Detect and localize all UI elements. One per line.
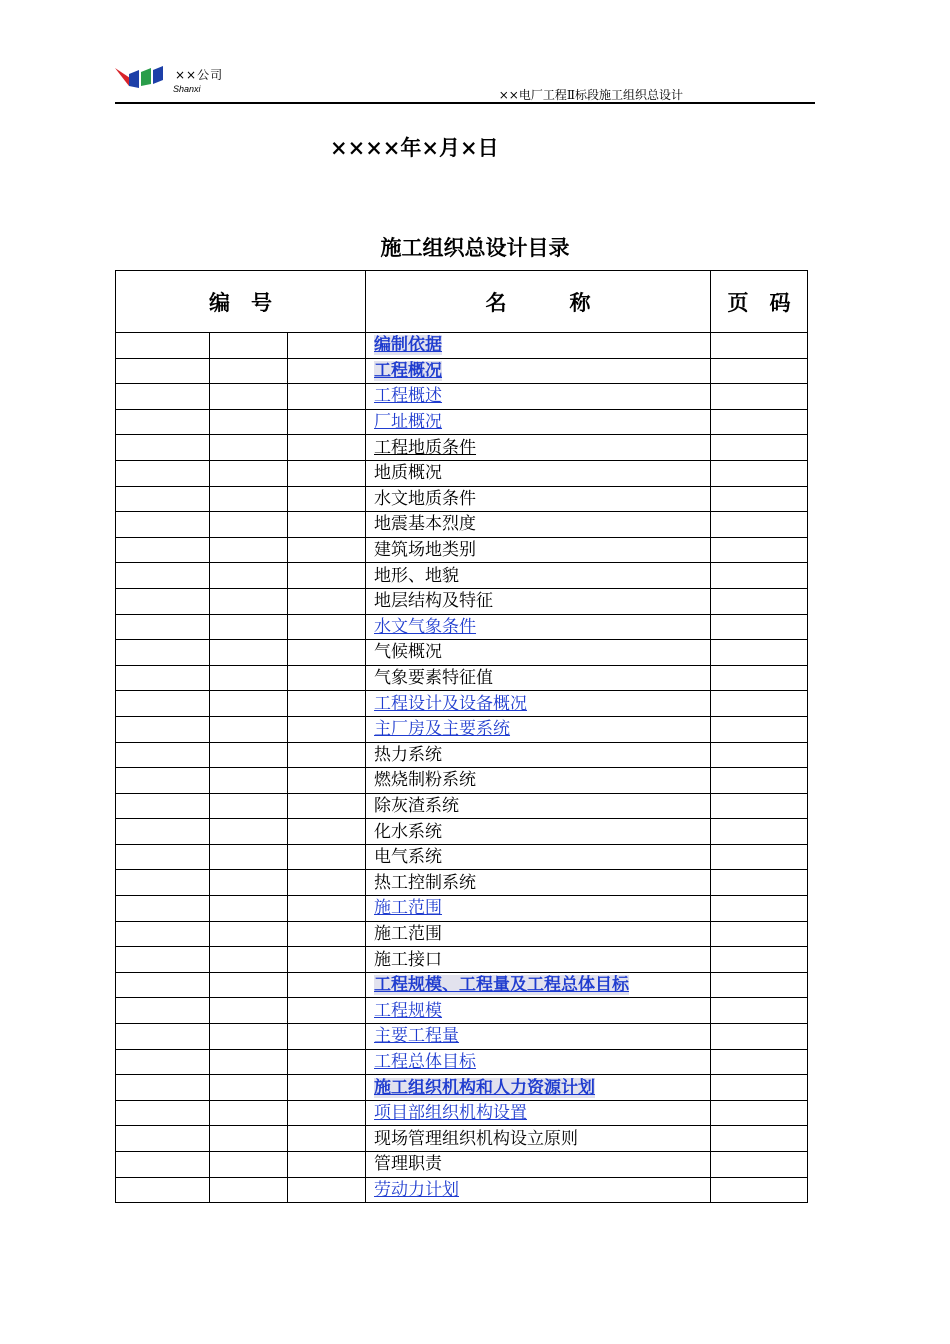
toc-number-cell [288,358,366,384]
toc-row [116,409,808,435]
toc-number-cell [210,384,288,410]
toc-page-cell [711,1100,808,1126]
toc-name-cell [366,742,711,768]
toc-link[interactable]: 工程设计及设备概况 [374,693,528,714]
toc-name-cell [366,486,711,512]
toc-link[interactable]: 工程规模 [374,1000,443,1021]
toc-name-cell [366,870,711,896]
toc-number-cell [288,486,366,512]
toc-entry-text: 地震基本烈度 [374,514,477,535]
toc-number-cell [210,665,288,691]
toc-link[interactable]: 工程概述 [374,386,443,407]
toc-name-cell [366,691,711,717]
toc-row [116,1126,808,1152]
toc-name-cell [366,1075,711,1101]
toc-link[interactable]: 项目部组织机构设置 [374,1103,528,1124]
toc-row [116,486,808,512]
toc-number-cell [210,1177,288,1203]
toc-link[interactable]: 工程总体目标 [374,1051,477,1072]
toc-number-cell [288,896,366,922]
toc-row [116,640,808,666]
toc-page-cell [711,409,808,435]
toc-number-cell [116,563,210,589]
column-header-name: 名 称 [366,271,711,333]
toc-number-cell [116,1049,210,1075]
toc-number-cell [210,921,288,947]
toc-name-cell [366,1024,711,1050]
toc-number-cell [116,333,210,359]
toc-row [116,1100,808,1126]
toc-page-cell [711,358,808,384]
toc-number-cell [210,435,288,461]
toc-name-cell [366,947,711,973]
toc-number-cell [288,998,366,1024]
toc-number-cell [210,512,288,538]
toc-page-cell [711,870,808,896]
toc-entry-text: 现场管理组织机构设立原则 [374,1128,579,1149]
toc-number-cell [288,435,366,461]
toc-number-cell [116,665,210,691]
toc-number-cell [210,793,288,819]
toc-page-cell [711,691,808,717]
toc-name-cell [366,819,711,845]
toc-link[interactable]: 工程概况 [374,360,443,381]
toc-number-cell [116,947,210,973]
toc-page-cell [711,665,808,691]
toc-number-cell [116,640,210,666]
toc-number-cell [210,691,288,717]
toc-row [116,921,808,947]
toc-name-cell [366,588,711,614]
toc-number-cell [210,588,288,614]
toc-page-cell [711,563,808,589]
toc-number-cell [116,998,210,1024]
toc-number-cell [116,1024,210,1050]
toc-name-cell [366,460,711,486]
toc-page-cell [711,537,808,563]
toc-number-cell [116,1177,210,1203]
toc-row [116,384,808,410]
toc-number-cell [210,998,288,1024]
toc-number-cell [116,844,210,870]
toc-name-cell [366,716,711,742]
toc-entry-text: 工程地质条件 [374,437,477,458]
toc-number-cell [210,896,288,922]
toc-number-cell [210,844,288,870]
toc-row [116,1152,808,1178]
toc-entry-text: 施工范围 [374,923,443,944]
toc-number-cell [210,716,288,742]
toc-number-cell [288,1049,366,1075]
toc-number-cell [288,716,366,742]
page-header [115,60,815,104]
toc-name-cell [366,793,711,819]
toc-title: 施工组织总设计目录 [380,235,570,260]
toc-number-cell [288,333,366,359]
column-header-number: 编 号 [116,271,366,333]
toc-page-cell [711,1075,808,1101]
toc-link[interactable]: 厂址概况 [374,412,443,433]
toc-number-cell [288,384,366,410]
toc-number-cell [288,972,366,998]
toc-page-cell [711,947,808,973]
toc-number-cell [210,947,288,973]
toc-entry-text: 气候概况 [374,642,443,663]
toc-number-cell [288,691,366,717]
toc-number-cell [116,512,210,538]
toc-number-cell [116,1152,210,1178]
toc-number-cell [116,896,210,922]
toc-number-cell [288,563,366,589]
toc-name-cell [366,1126,711,1152]
toc-number-cell [116,384,210,410]
toc-entry-text: 热工控制系统 [374,872,477,893]
toc-row [116,512,808,538]
toc-number-cell [116,588,210,614]
toc-number-cell [210,563,288,589]
toc-number-cell [288,614,366,640]
toc-number-cell [288,1100,366,1126]
toc-link[interactable]: 施工组织机构和人力资源计划 [374,1077,596,1098]
toc-entry-text: 除灰渣系统 [374,795,460,816]
toc-number-cell [288,1075,366,1101]
toc-name-cell [366,844,711,870]
toc-entry-text: 化水系统 [374,821,443,842]
toc-number-cell [210,870,288,896]
toc-number-cell [210,1152,288,1178]
toc-number-cell [210,460,288,486]
toc-row [116,998,808,1024]
toc-number-cell [210,1126,288,1152]
toc-number-cell [210,819,288,845]
company-logo-icon [115,64,171,96]
toc-page-cell [711,742,808,768]
toc-row [116,358,808,384]
toc-number-cell [210,1049,288,1075]
toc-number-cell [116,921,210,947]
toc-page-cell [711,896,808,922]
toc-number-cell [116,358,210,384]
toc-number-cell [116,793,210,819]
toc-number-cell [288,768,366,794]
toc-number-cell [116,1126,210,1152]
toc-entry-text: 建筑场地类别 [374,540,477,561]
toc-number-cell [288,537,366,563]
toc-entry-text: 地层结构及特征 [374,591,494,612]
toc-number-cell [288,870,366,896]
toc-name-cell [366,921,711,947]
toc-number-cell [210,409,288,435]
toc-number-cell [288,844,366,870]
toc-row [116,1075,808,1101]
toc-number-cell [116,691,210,717]
toc-number-cell [210,1024,288,1050]
toc-number-cell [116,972,210,998]
toc-number-cell [288,742,366,768]
toc-name-cell [366,563,711,589]
toc-entry-text: 水文地质条件 [374,488,477,509]
toc-number-cell [288,409,366,435]
toc-number-cell [116,819,210,845]
toc-name-cell [366,1152,711,1178]
toc-entry-text: 燃烧制粉系统 [374,770,477,791]
toc-link[interactable]: 施工范围 [374,898,443,919]
toc-row [116,947,808,973]
toc-name-cell [366,972,711,998]
toc-row [116,819,808,845]
toc-page-cell [711,1177,808,1203]
toc-entry-text: 地形、地貌 [374,565,460,586]
toc-page-cell [711,768,808,794]
toc-name-cell [366,1100,711,1126]
date-line: ××××年×月×日 [330,135,499,160]
toc-row [116,614,808,640]
toc-row [116,333,808,359]
toc-number-cell [116,409,210,435]
toc-name-cell [366,665,711,691]
toc-number-cell [116,768,210,794]
toc-number-cell [210,486,288,512]
toc-number-cell [210,972,288,998]
toc-name-cell [366,640,711,666]
toc-row [116,460,808,486]
toc-name-cell [366,896,711,922]
company-name: ××公司 [175,68,224,82]
toc-row [116,588,808,614]
toc-page-cell [711,333,808,359]
toc-entry-text: 热力系统 [374,744,443,765]
toc-number-cell [210,333,288,359]
toc-link[interactable]: 工程规模、工程量及工程总体目标 [374,975,630,996]
toc-number-cell [116,870,210,896]
toc-link[interactable]: 主厂房及主要系统 [374,719,511,740]
toc-number-cell [116,435,210,461]
toc-number-cell [210,640,288,666]
toc-number-cell [116,716,210,742]
toc-number-cell [288,793,366,819]
toc-page-cell [711,844,808,870]
toc-name-cell [366,537,711,563]
toc-page-cell [711,460,808,486]
toc-number-cell [116,1100,210,1126]
toc-row [116,1177,808,1203]
toc-header-row [116,271,808,333]
toc-page-cell [711,1152,808,1178]
document-title: ××电厂工程Ⅱ标段施工组织总设计 [498,88,683,102]
toc-row [116,844,808,870]
toc-entry-text: 气象要素特征值 [374,668,494,689]
toc-page-cell [711,435,808,461]
toc-name-cell [366,435,711,461]
toc-page-cell [711,921,808,947]
toc-number-cell [116,614,210,640]
toc-number-cell [116,537,210,563]
column-header-page: 页 码 [711,271,808,333]
toc-entry-text: 施工接口 [374,949,443,970]
toc-page-cell [711,972,808,998]
toc-link[interactable]: 劳动力计划 [374,1179,460,1200]
toc-number-cell [288,1024,366,1050]
toc-page-cell [711,1049,808,1075]
toc-name-cell [366,768,711,794]
toc-name-cell [366,384,711,410]
toc-page-cell [711,512,808,538]
toc-entry-text: 管理职责 [374,1154,443,1175]
toc-page-cell [711,998,808,1024]
toc-name-cell [366,333,711,359]
toc-link[interactable]: 主要工程量 [374,1026,460,1047]
toc-row [116,793,808,819]
toc-name-cell [366,998,711,1024]
toc-page-cell [711,640,808,666]
toc-entry-text: 地质概况 [374,463,443,484]
toc-page-cell [711,1126,808,1152]
toc-page-cell [711,588,808,614]
toc-number-cell [116,460,210,486]
toc-row [116,563,808,589]
toc-number-cell [288,512,366,538]
toc-number-cell [210,768,288,794]
toc-row [116,1049,808,1075]
toc-page-cell [711,1024,808,1050]
toc-row [116,537,808,563]
toc-number-cell [210,742,288,768]
toc-number-cell [288,588,366,614]
toc-table [115,270,808,1203]
toc-name-cell [366,409,711,435]
toc-row [116,768,808,794]
toc-number-cell [288,1126,366,1152]
toc-row [116,870,808,896]
toc-number-cell [116,742,210,768]
toc-number-cell [288,819,366,845]
logo-subtitle: Shanxi [173,84,201,94]
toc-row [116,691,808,717]
toc-row [116,716,808,742]
toc-number-cell [288,1177,366,1203]
toc-name-cell [366,1049,711,1075]
toc-page-cell [711,819,808,845]
toc-page-cell [711,486,808,512]
toc-page-cell [711,384,808,410]
toc-number-cell [288,460,366,486]
toc-number-cell [288,665,366,691]
toc-row [116,435,808,461]
toc-row [116,896,808,922]
toc-row [116,1024,808,1050]
toc-page-cell [711,793,808,819]
toc-name-cell [366,358,711,384]
toc-number-cell [288,640,366,666]
toc-page-cell [711,614,808,640]
toc-link[interactable]: 编制依据 [374,335,443,356]
toc-row [116,972,808,998]
toc-number-cell [288,947,366,973]
toc-number-cell [116,486,210,512]
toc-number-cell [288,1152,366,1178]
toc-name-cell [366,1177,711,1203]
toc-number-cell [116,1075,210,1101]
toc-name-cell [366,614,711,640]
toc-number-cell [210,614,288,640]
toc-link[interactable]: 水文气象条件 [374,616,477,637]
toc-number-cell [210,358,288,384]
toc-number-cell [210,1100,288,1126]
toc-row [116,665,808,691]
toc-number-cell [210,537,288,563]
toc-name-cell [366,512,711,538]
toc-number-cell [210,1075,288,1101]
toc-entry-text: 电气系统 [374,847,443,868]
toc-page-cell [711,716,808,742]
toc-number-cell [288,921,366,947]
toc-row [116,742,808,768]
